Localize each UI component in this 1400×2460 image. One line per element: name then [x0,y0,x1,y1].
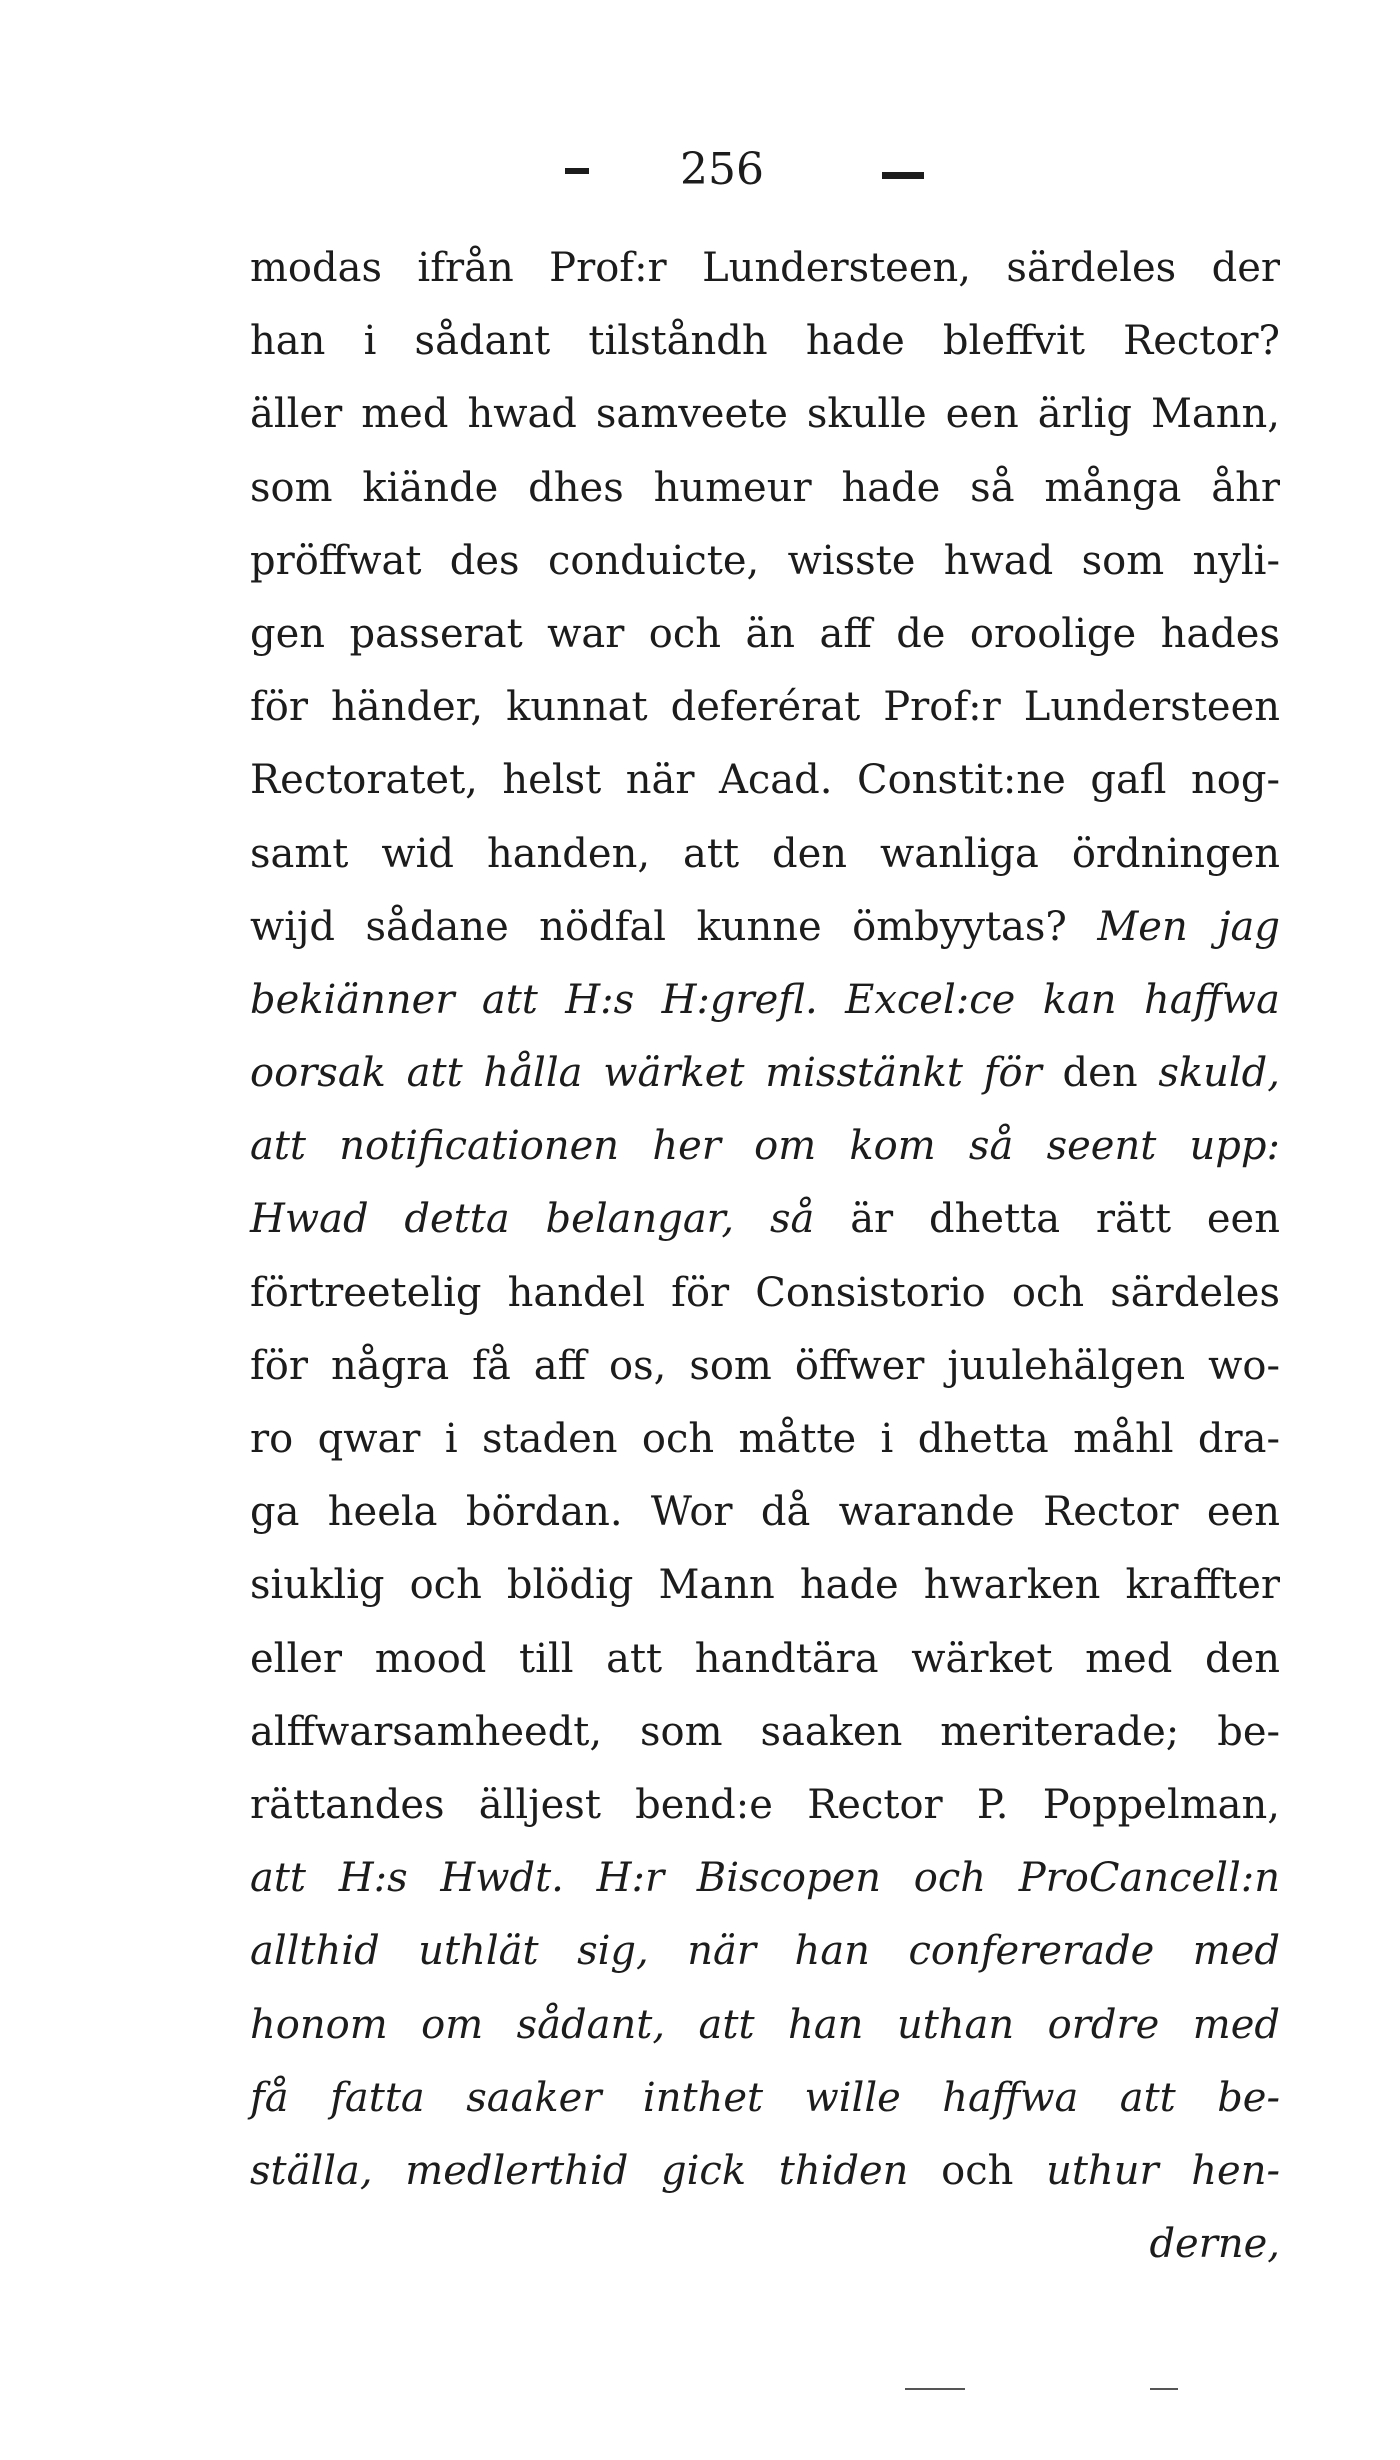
text-line [250,964,1280,1037]
text-segment: ro qwar i staden och måtte i dhetta måhl dra- [250,1416,1280,1462]
text-segment: siuklig och blödig Mann hade hwarken kraffter [250,1562,1280,1609]
text-line [250,1769,1280,1842]
italic-text-segment: honom om sådant, att han uthan ordre med [250,2001,1280,2048]
text-line [250,671,1280,744]
text-segment: äller med hwad samveete skulle een ärlig Mann, [250,391,1280,438]
italic-text-segment: uthur hen- [1013,2147,1280,2194]
text-segment: den [1062,1050,1138,1097]
text-segment: wijd sådane nödfal kunne ömbyytas? [250,903,1098,950]
text-line [250,1330,1280,1403]
header-dash-right [882,172,924,179]
text-line [250,1476,1280,1549]
italic-text-segment: Hwad detta belangar, så [250,1196,815,1243]
text-segment: ga heela bördan. Wor då warande Rector een [250,1489,1280,1536]
text-line [250,818,1280,891]
italic-text-segment: derne, [1149,2221,1280,2268]
text-segment: förtreetelig handel för Consistorio och särdeles [250,1269,1280,1316]
text-segment: är dhetta rätt een [814,1196,1280,1243]
italic-text-segment: allthid uthlät sig, när han confererade med [250,1928,1280,1975]
text-segment: och [941,2147,1014,2194]
page-header [0,140,1400,200]
text-line [250,525,1280,598]
text-line [250,1183,1280,1256]
text-line [250,378,1280,451]
text-segment: rättandes älljest bend:e Rector P. Poppelman, [250,1781,1280,1828]
text-line [250,891,1280,964]
bottom-mark [905,2388,965,2390]
text-line [250,1696,1280,1769]
text-segment: som kiände dhes humeur hade så många åhr [250,464,1280,511]
body-text [250,232,1280,2281]
text-segment: eller mood till att handtära wärket med den [250,1635,1280,1682]
italic-text-segment: få fatta saaker inthet wille haffwa att be- [250,2074,1280,2121]
italic-text-segment: att H:s Hwdt. H:r Biscopen och ProCancell:n [250,1855,1280,1902]
italic-text-segment: skuld, [1137,1050,1281,1097]
text-line [250,2062,1280,2135]
text-segment: samt wid handen, att den wanliga ördningen [250,830,1280,877]
text-segment: för några få aff os, som öffwer juulehälgen wo- [250,1342,1280,1389]
text-segment: alffwarsamheedt, som saaken meriterade; be- [250,1708,1280,1755]
italic-text-segment: Men jag [1097,903,1280,950]
text-line [250,598,1280,671]
text-line [250,1549,1280,1622]
italic-text-segment: ställa, medlerthid gick thiden [250,2147,942,2194]
text-segment: för händer, kunnat deferérat Prof:r Lundersteen [250,684,1280,731]
text-line [250,1037,1280,1110]
text-line [250,305,1280,378]
bottom-mark [1150,2388,1178,2390]
text-segment: modas ifrån Prof:r Lundersteen, särdeles der [250,245,1280,291]
italic-text-segment: oorsak att hålla wärket misstänkt för [250,1050,1063,1097]
text-line [250,1915,1280,1988]
text-segment: pröffwat des conduicte, wisste hwad som nyli- [250,537,1280,584]
text-line [250,1110,1280,1183]
text-segment: han i sådant tilståndh hade bleffvit Rector? [250,318,1280,365]
text-line [250,1403,1280,1476]
text-line [250,1842,1280,1915]
text-line [250,1257,1280,1330]
text-line [250,2135,1280,2208]
text-segment: gen passerat war och än aff de oroolige hades [250,610,1280,657]
text-line [250,452,1280,525]
text-line [250,2208,1280,2281]
text-line [250,744,1280,817]
text-line [250,232,1280,305]
italic-text-segment: bekiänner att H:s H:grefl. Excel:ce kan haffwa [250,976,1280,1023]
page-bottom-marks [0,2388,1400,2408]
text-line [250,1989,1280,2062]
text-line [250,1623,1280,1696]
italic-text-segment: att notificationen her om kom så seent upp: [250,1123,1280,1170]
text-segment: Rectoratet, helst när Acad. Constit:ne gafl nog- [250,757,1280,804]
header-dash-left [565,168,589,174]
page-number: 256 [680,144,764,195]
